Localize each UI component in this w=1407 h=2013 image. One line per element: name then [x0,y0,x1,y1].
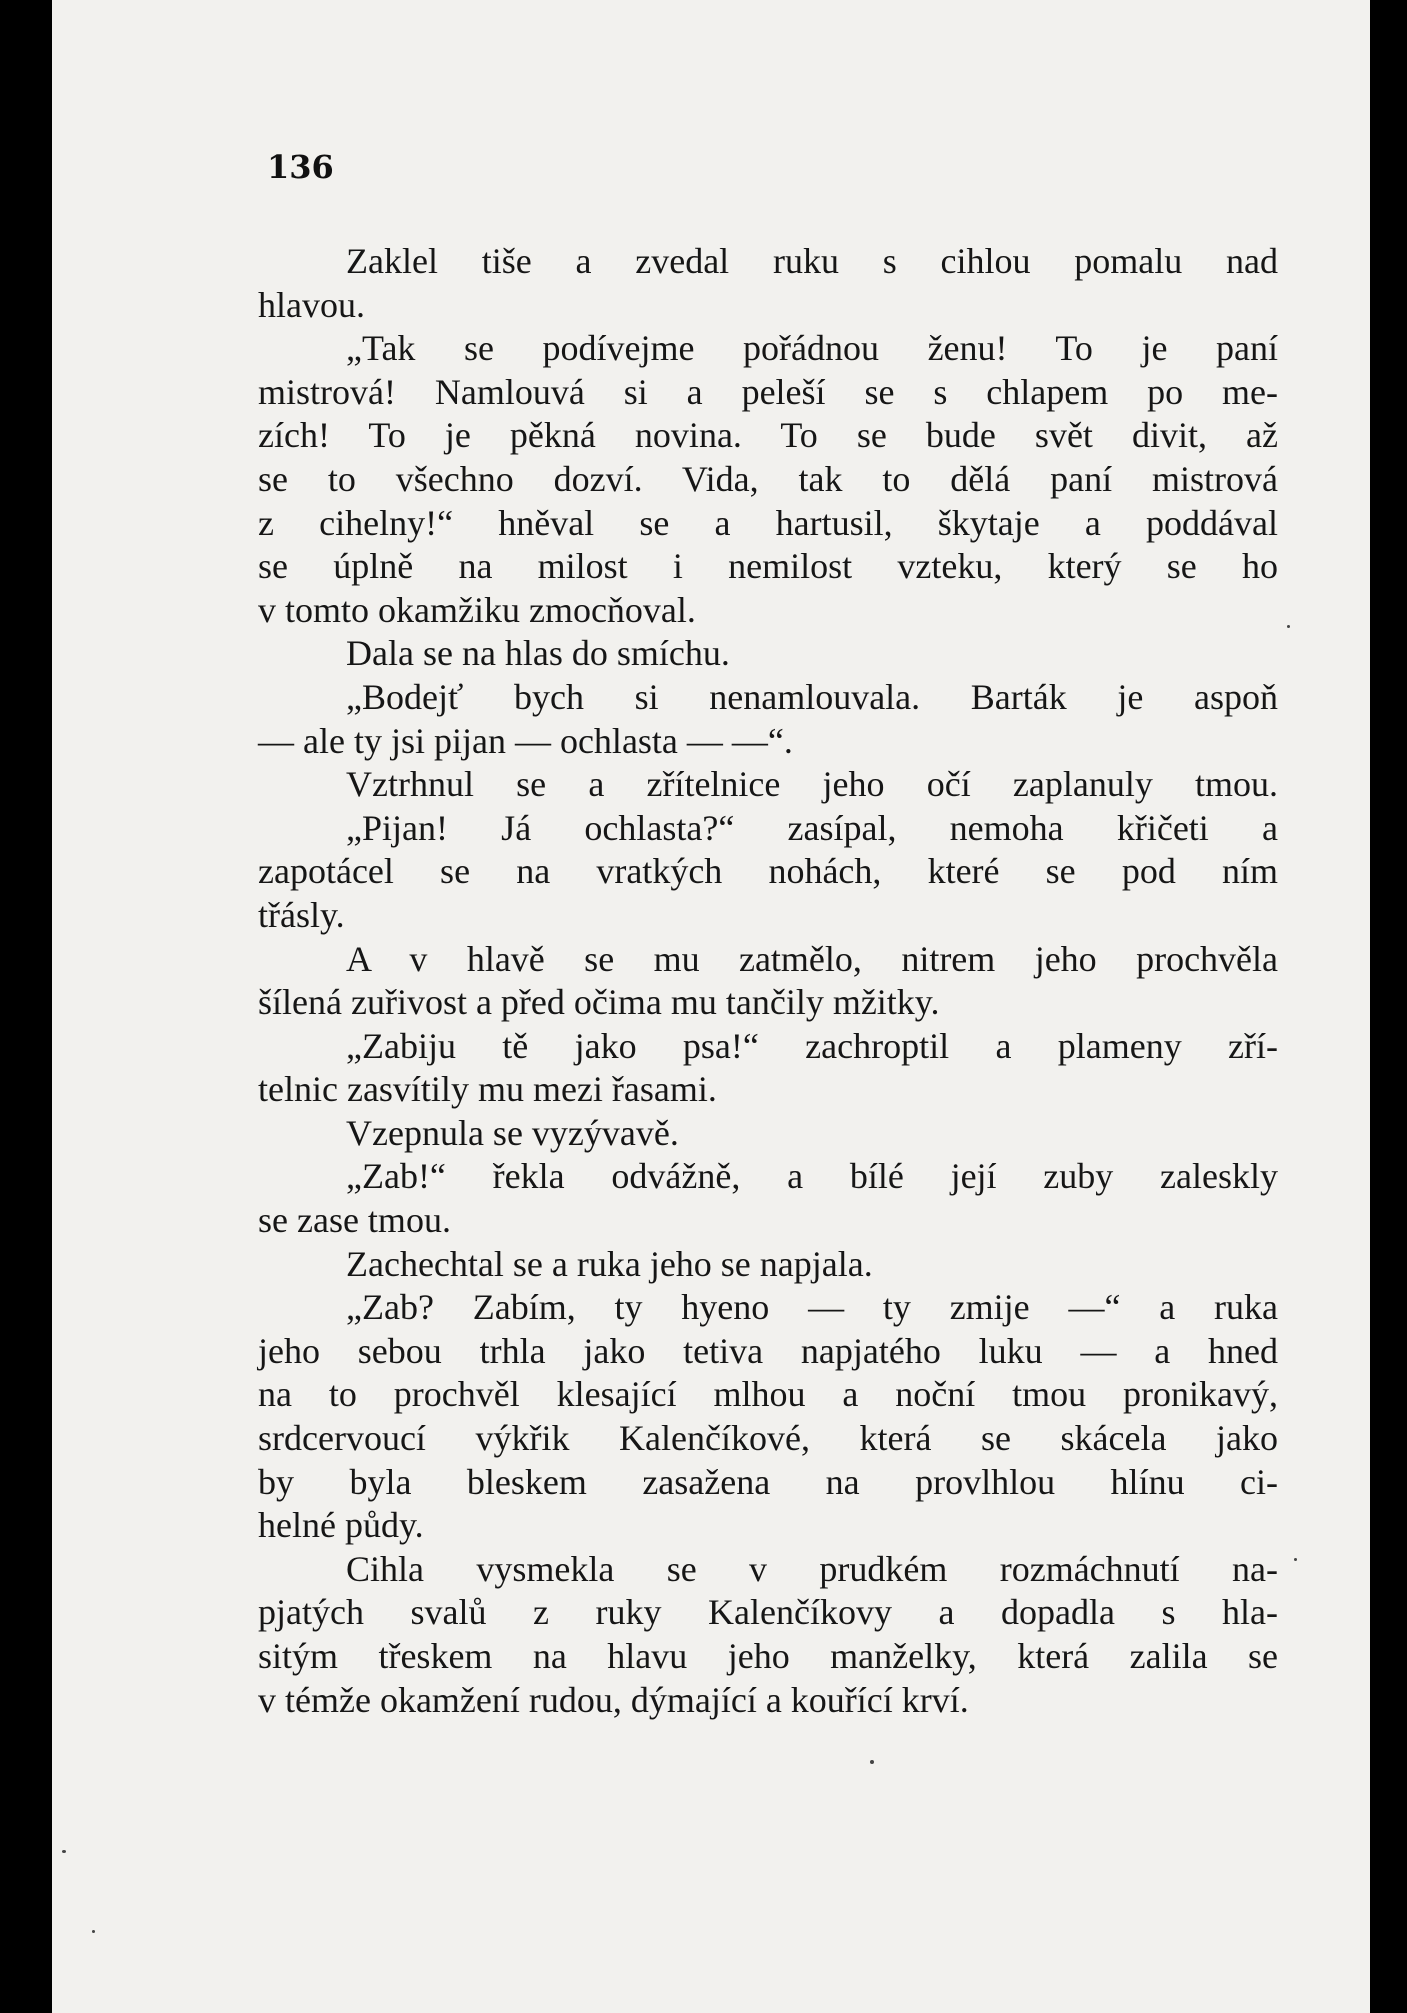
text-line: A v hlavě se mu zatmělo, nitrem jeho prochvěla [346,938,1278,979]
scan-speck [1294,1558,1297,1561]
text-line: „Zabiju tě jako psa!“ zachroptil a plameny zří- [346,1025,1278,1066]
text-line: pjatých svalů z ruky Kalenčíkovy a dopadla s hla- [258,1592,1278,1633]
scan-speck [92,1930,95,1933]
text-line: helné půdy. [258,1505,424,1546]
text-line: zích! To je pěkná novina. To se bude svět divit, až [258,415,1278,456]
text-line: Dala se na hlas do smíchu. [346,633,730,674]
text-line: „Tak se podívejme pořádnou ženu! To je paní [346,328,1278,369]
body-text [258,240,1278,1722]
text-line: telnic zasvítily mu mezi řasami. [258,1069,717,1110]
text-line: Zaklel tiše a zvedal ruku s cihlou pomalu nad [346,241,1278,281]
text-line: — ale ty jsi pijan — ochlasta — —“. [258,720,793,761]
text-line: zapotácel se na vratkých nohách, které se pod ním [258,851,1278,892]
text-line: v tomto okamžiku zmocňoval. [258,589,696,630]
text-line: Vzepnula se vyzývavě. [346,1112,679,1153]
text-line: v témže okamžení rudou, dýmající a kouřící krví. [258,1679,969,1720]
text-line: se zase tmou. [258,1200,451,1241]
text-line: by byla bleskem zasažena na provlhlou hlínu ci- [258,1461,1278,1502]
text-line: „Zab!“ řekla odvážně, a bílé její zuby zaleskly [346,1156,1278,1197]
text-line: Zachechtal se a ruka jeho se napjala. [346,1243,873,1284]
text-line: „Pijan! Já ochlasta?“ zasípal, nemoha křičeti a [346,807,1278,848]
text-line: srdcervoucí výkřik Kalenčíkové, která se skácela jako [258,1418,1278,1459]
text-line: se to všechno dozví. Vida, tak to dělá paní mistrová [258,458,1278,499]
text-line: třásly. [258,894,345,935]
text-line: hlavou. [258,284,365,325]
text-line: „Zab? Zabím, ty hyeno — ty zmije —“ a ruka [346,1287,1278,1328]
text-line: se úplně na milost i nemilost vzteku, který se ho [258,546,1278,587]
scan-speck [62,1850,66,1853]
text-line: jeho sebou trhla jako tetiva napjatého luku — a hned [258,1330,1278,1371]
scan-speck [870,1760,874,1764]
text-line: „Bodejť bych si nenamlouvala. Barták je aspoň [346,676,1278,717]
text-line: šílená zuřivost a před očima mu tančily mžitky. [258,982,940,1023]
scan-speck [1287,625,1290,628]
text-line: mistrová! Namlouvá si a peleší se s chlapem po me- [258,371,1278,412]
text-line: z cihelny!“ hněval se a hartusil, škytaje a poddával [258,502,1278,543]
text-line: Vztrhnul se a zřítelnice jeho očí zaplanuly tmou. [346,764,1278,805]
text-line: Cihla vysmekla se v prudkém rozmáchnutí na- [346,1548,1278,1589]
text-line: sitým třeskem na hlavu jeho manželky, která zalila se [258,1636,1278,1676]
text-line: na to prochvěl klesající mlhou a noční tmou pronikavý, [258,1374,1278,1415]
page-number: 136 [267,148,334,186]
